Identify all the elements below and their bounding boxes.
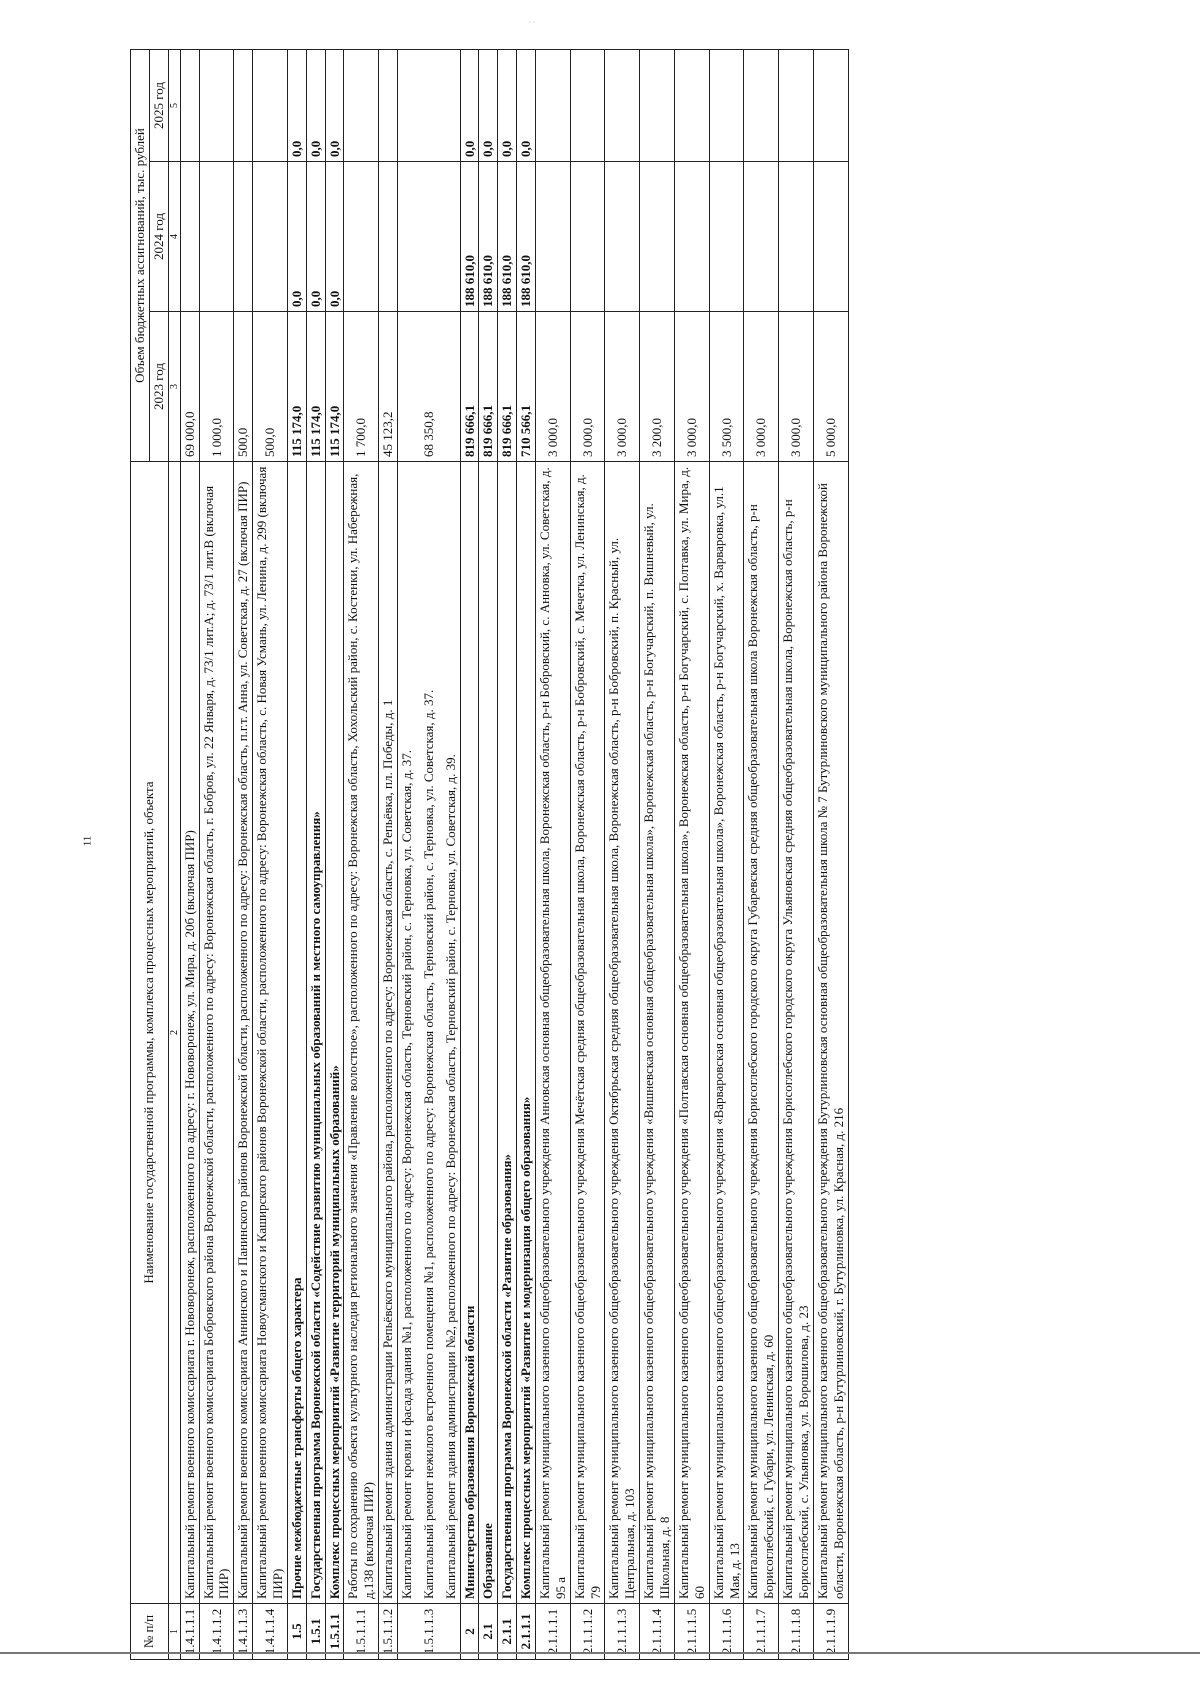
row-name: Капитальный ремонт муниципального казенного общеобразовательного учреждения «Полтавская основная общеобразовательная школа», Воронежская область, р-н Богучарский, с. Полтавка, ул. Мира, д. 60 (674, 462, 709, 1604)
row-2024: 188 610,0 (517, 162, 536, 312)
row-2024 (253, 162, 288, 312)
row-number: 1.5.1 (306, 1604, 325, 1660)
table-row (674, 49, 709, 1659)
row-2025 (744, 49, 779, 161)
row-number: 2.1.1.1.8 (779, 1604, 814, 1660)
row-name-part: Капитальный ремонт кровли и фасада здания №1, расположенного по адресу: Воронежская область, Терновский район, с. Терновка, ул. Советская, д. 37. (399, 749, 415, 1599)
index-cell: 3 (168, 312, 180, 462)
header-num: № п/п (131, 1604, 169, 1660)
row-2024 (709, 162, 744, 312)
row-2023: 3 000,0 (536, 312, 571, 462)
row-number: 2.1.1.1.6 (709, 1604, 744, 1660)
row-2023: 819 666,1 (479, 312, 498, 462)
row-number: 2.1.1.1.7 (744, 1604, 779, 1660)
row-2023: 45 123,2 (379, 312, 398, 462)
table-row (234, 49, 253, 1659)
row-name: Капитальный ремонт здания администрации Репьёвского муниципального района, расположенного по адресу: Воронежская область, с. Репьёвка, пл. Победы, д. 1 (379, 462, 398, 1604)
row-2025 (779, 49, 814, 161)
row-number: 2.1 (479, 1604, 498, 1660)
row-2025 (180, 49, 199, 161)
row-2024: 0,0 (325, 162, 344, 312)
row-2023: 1 000,0 (199, 312, 234, 462)
row-2023: 115 174,0 (287, 312, 306, 462)
row-2023: 3 000,0 (779, 312, 814, 462)
row-2023: 3 000,0 (570, 312, 605, 462)
row-2023: 819 666,1 (498, 312, 517, 462)
table-row (570, 49, 605, 1659)
row-2024 (234, 162, 253, 312)
row-2023: 1 700,0 (344, 312, 379, 462)
row-2025: 0,0 (325, 49, 344, 161)
row-2024: 188 610,0 (498, 162, 517, 312)
row-2024 (180, 162, 199, 312)
row-2024: 188 610,0 (460, 162, 479, 312)
row-2023: 3 000,0 (744, 312, 779, 462)
row-name: Комплекс процессных мероприятий «Развитие и модернизация общего образования» (517, 462, 536, 1604)
row-2024: 188 610,0 (479, 162, 498, 312)
row-name: Капитальный ремонт военного комиссариата Новоусманского и Каширского районов Воронежской области, расположенного по адресу: Воронежская область, с. Новая Усмань, ул. Ленина, д. 299 (включая ПИР) (253, 462, 288, 1604)
row-name-part: Капитальный ремонт нежилого встроенного помещения №1, расположенного по адресу: Воронежская область, Терновский район, с. Терновка, ул. Советская, д. 37. (420, 689, 436, 1599)
budget-table (130, 49, 849, 1660)
row-2023: 3 500,0 (709, 312, 744, 462)
row-name (398, 462, 461, 1604)
index-cell: 4 (168, 162, 180, 312)
table-row (306, 49, 325, 1659)
table-row (379, 49, 398, 1659)
row-name: Капитальный ремонт военного комиссариата Аннинского и Панинского районов Воронежской области, расположенного по адресу: Воронежская область, п.г.т. Анна, ул. Советская, д. 27 (включая ПИР) (234, 462, 253, 1604)
row-name: Капитальный ремонт муниципального казенного общеобразовательного учреждения Мечётская средняя общеобразовательная школа, Воронежская область, р-н Бобровский, с. Мечетка, ул. Ленинская, д. 79 (570, 462, 605, 1604)
row-name: Капитальный ремонт муниципального казенного общеобразовательного учреждения Анновская основная общеобразовательная школа, Воронежская область, р-н Бобровский, с. Анновка, ул. Советская, д. 95 а (536, 462, 571, 1604)
table-row (498, 49, 517, 1659)
table-row (813, 49, 848, 1659)
row-2025 (813, 49, 848, 161)
row-number: 2.1.1.1.9 (813, 1604, 848, 1660)
row-2024 (570, 162, 605, 312)
table-row (709, 49, 744, 1659)
row-number: 1.5 (287, 1604, 306, 1660)
table-row (180, 49, 199, 1659)
row-2025 (234, 49, 253, 161)
table-row (536, 49, 571, 1659)
table-row (253, 49, 288, 1659)
row-2024: 0,0 (287, 162, 306, 312)
row-name: Капитальный ремонт муниципального казенного общеобразовательного учреждения Октябрьская средняя общеобразовательная школа, Воронежская область, р-н Бобровский, п. Красный, ул. Центральная, д. 103 (605, 462, 640, 1604)
table-row (398, 49, 461, 1659)
row-name: Капитальный ремонт муниципального казенного общеобразовательного учреждения Борисоглебского городского округа Ульяновская средняя общеобразовательная школа, Воронежская область, р-н Борисоглебский, с. Ульяновка, ул. Ворошилова, д. 23 (779, 462, 814, 1604)
row-2024 (379, 162, 398, 312)
row-2025 (570, 49, 605, 161)
row-2024 (640, 162, 675, 312)
row-2024 (199, 162, 234, 312)
row-2023: 500,0 (253, 312, 288, 462)
row-2023: 69 000,0 (180, 312, 199, 462)
row-name: Капитальный ремонт муниципального казенного общеобразовательного учреждения «Вишневская основная общеобразовательная школа», Воронежская область, р-н Богучарский, п. Вишневый, ул. Школьная, д. 8 (640, 462, 675, 1604)
scan-mark: · · (528, 18, 536, 27)
row-2024 (536, 162, 571, 312)
row-2024 (344, 162, 379, 312)
table-row (517, 49, 536, 1659)
row-2024 (744, 162, 779, 312)
row-name: Прочие межбюджетные трансферты общего характера (287, 462, 306, 1604)
row-number: 1.4.1.1.2 (199, 1604, 234, 1660)
row-number: 1.5.1.1 (325, 1604, 344, 1660)
header-year-2024: 2024 год (149, 162, 168, 312)
row-2025 (709, 49, 744, 161)
row-2023: 3 200,0 (640, 312, 675, 462)
row-2023: 3 000,0 (674, 312, 709, 462)
row-2024 (674, 162, 709, 312)
row-2024 (813, 162, 848, 312)
page-number: 11 (81, 835, 94, 847)
row-2025: 0,0 (517, 49, 536, 161)
row-number: 2.1.1.1.2 (570, 1604, 605, 1660)
row-2025: 0,0 (460, 49, 479, 161)
table-row (479, 49, 498, 1659)
index-cell: 2 (168, 462, 180, 1604)
row-2023: 819 666,1 (460, 312, 479, 462)
row-2024 (779, 162, 814, 312)
table-row (287, 49, 306, 1659)
table-row (460, 49, 479, 1659)
row-number: 1.4.1.1.4 (253, 1604, 288, 1660)
table-row (325, 49, 344, 1659)
row-2025 (605, 49, 640, 161)
row-2023: 115 174,0 (325, 312, 344, 462)
row-2024: 0,0 (306, 162, 325, 312)
row-2025: 0,0 (287, 49, 306, 161)
row-2024 (605, 162, 640, 312)
row-2025 (199, 49, 234, 161)
table-row (605, 49, 640, 1659)
row-2023: 3 000,0 (605, 312, 640, 462)
row-2025: 0,0 (498, 49, 517, 161)
row-2025: 0,0 (479, 49, 498, 161)
row-2025 (536, 49, 571, 161)
row-name: Образование (479, 462, 498, 1604)
row-name: Капитальный ремонт муниципального казенного общеобразовательного учреждения «Варваровская основная общеобразовательная школа», Воронежская область, р-н Богучарский, х. Варваровка, ул.1 Мая, д. 13 (709, 462, 744, 1604)
row-number: 2 (460, 1604, 479, 1660)
row-name: Государственная программа Воронежской области «Развитие образования» (498, 462, 517, 1604)
row-number: 1.5.1.1.2 (379, 1604, 398, 1660)
row-number: 1.4.1.1.1 (180, 1604, 199, 1660)
row-number: 2.1.1.1.3 (605, 1604, 640, 1660)
row-2023: 500,0 (234, 312, 253, 462)
header-budget: Объем бюджетных ассигнований, тыс. рублей (131, 49, 150, 461)
row-name: Комплекс процессных мероприятий «Развитие территорий муниципальных образований» (325, 462, 344, 1604)
row-number: 1.5.1.1.1 (344, 1604, 379, 1660)
row-2023: 68 350,8 (398, 312, 461, 462)
header-year-2023: 2023 год (149, 312, 168, 462)
row-name: Капитальный ремонт военного комиссариата г. Нововоронеж, расположенного по адресу: г. Нововоронеж, ул. Мира, д. 20б (включая ПИР) (180, 462, 199, 1604)
row-2025 (674, 49, 709, 161)
table-row (199, 49, 234, 1659)
scan-edge-divider (0, 1652, 1200, 1654)
row-2024 (398, 162, 461, 312)
table-row (344, 49, 379, 1659)
row-2023: 710 566,1 (517, 312, 536, 462)
row-name: Министерство образования Воронежской области (460, 462, 479, 1604)
table-row (744, 49, 779, 1659)
row-name: Капитальный ремонт муниципального казенного общеобразовательного учреждения Бутурлиновская основная общеобразовательная школа № 7 Бутурлиновского муниципального района Воронежской области, Воронежская область, р-н Бутурлиновский, г. Бутурлиновка, ул. Красная, д. 216 (813, 462, 848, 1604)
row-number: 1.4.1.1.3 (234, 1604, 253, 1660)
row-name: Капитальный ремонт военного комиссариата Бобровского района Воронежской области, расположенного по адресу: Воронежская область, г. Бобров, ул. 22 Января, д. 73/1 лит.А; д. 73/1 лит.В (включая ПИР) (199, 462, 234, 1604)
table-row (779, 49, 814, 1659)
header-year-2025: 2025 год (149, 49, 168, 161)
row-2025 (344, 49, 379, 161)
row-number: 2.1.1.1 (517, 1604, 536, 1660)
index-cell: 1 (168, 1604, 180, 1660)
row-2023: 115 174,0 (306, 312, 325, 462)
row-2025: 0,0 (306, 49, 325, 161)
rotated-table-container (130, 50, 1080, 1660)
row-2025 (398, 49, 461, 161)
row-2025 (640, 49, 675, 161)
row-number: 2.1.1 (498, 1604, 517, 1660)
row-name: Капитальный ремонт муниципального казенного общеобразовательного учреждения Борисоглебского городского округа Губаревская средняя общеобразовательная школа Воронежская область, р-н Борисоглебский, с. Губари, ул. Ленинская, д. 60 (744, 462, 779, 1604)
row-name: Государственная программа Воронежской области «Содействие развитию муниципальных образований и местного самоуправления» (306, 462, 325, 1604)
row-number: 2.1.1.1.4 (640, 1604, 675, 1660)
row-number: 2.1.1.1.1 (536, 1604, 571, 1660)
row-name-part: Капитальный ремонт здания администрации №2, расположенного по адресу: Воронежская область, Терновский район, с. Терновка, ул. Советская, д. 39. (442, 754, 458, 1599)
row-name: Работы по сохранению объекта культурного наследия регионального значения «Правление волостное», расположенного по адресу: Воронежская область, Хохольский район, с. Костенки, ул. Набережная, д.138 (включая ПИР) (344, 462, 379, 1604)
row-2025 (379, 49, 398, 161)
row-2025 (253, 49, 288, 161)
row-number: 1.5.1.1.3 (398, 1604, 461, 1660)
row-number: 2.1.1.1.5 (674, 1604, 709, 1660)
row-2023: 5 000,0 (813, 312, 848, 462)
index-cell: 5 (168, 49, 180, 161)
table-row (640, 49, 675, 1659)
header-name: Наименование государственной программы, комплекса процессных мероприятий, объекта (131, 462, 169, 1604)
